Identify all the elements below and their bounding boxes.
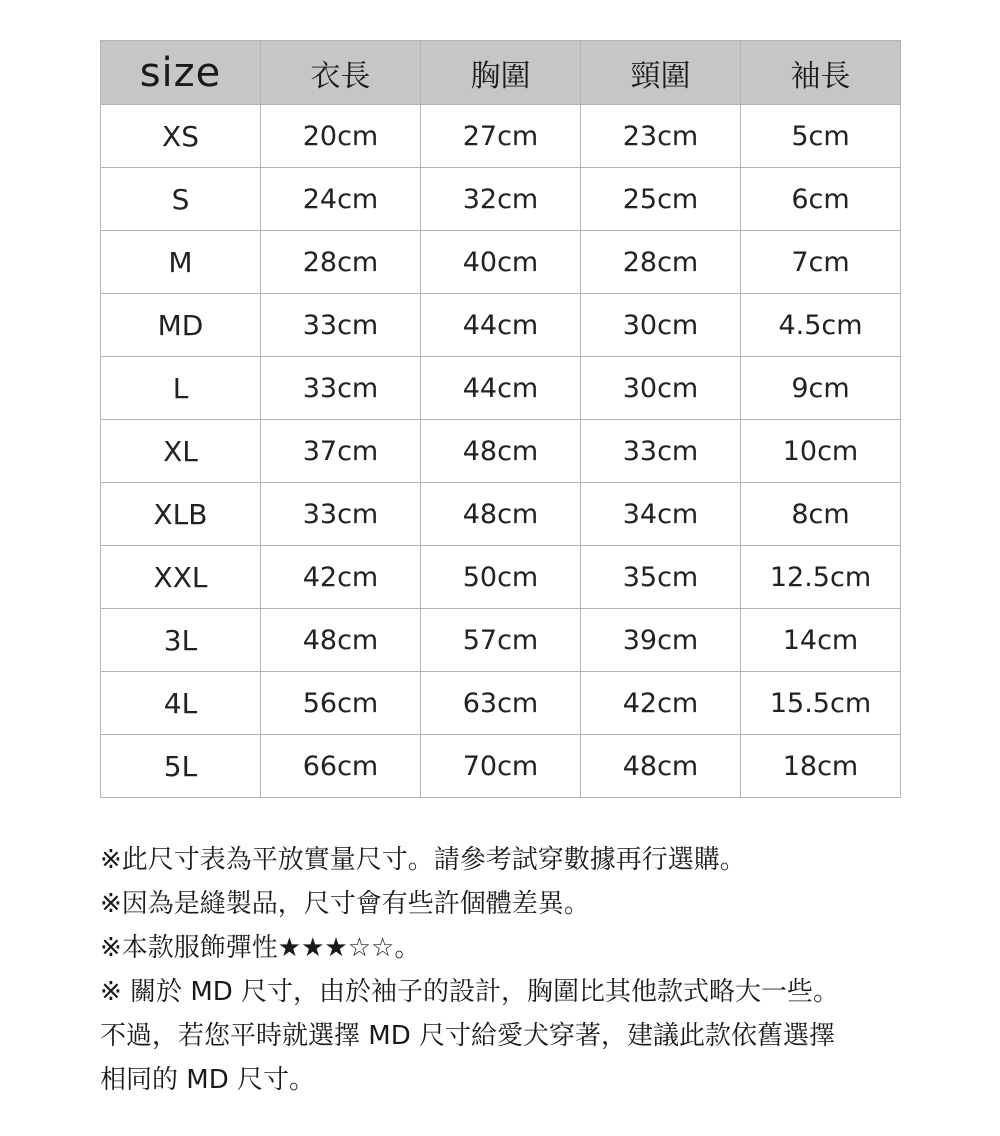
note-line: 不過，若您平時就選擇 MD 尺寸給愛犬穿著，建議此款依舊選擇 (100, 1021, 835, 1051)
chest-cell: 48cm (421, 483, 581, 546)
sleeve-length-cell: 4.5cm (741, 294, 901, 357)
table-row (101, 546, 901, 609)
body-length-cell: 48cm (261, 609, 421, 672)
sleeve-length-cell: 8cm (741, 483, 901, 546)
size-cell: XL (101, 420, 261, 483)
body-length-cell: 24cm (261, 168, 421, 231)
sleeve-length-cell: 14cm (741, 609, 901, 672)
note-line: ※因為是縫製品，尺寸會有些許個體差異。 (100, 889, 590, 919)
table-row (101, 672, 901, 735)
body-length-cell: 33cm (261, 357, 421, 420)
sleeve-length-cell: 15.5cm (741, 672, 901, 735)
chest-cell: 48cm (421, 420, 581, 483)
header-body-length: 衣長 (261, 41, 421, 105)
chest-cell: 57cm (421, 609, 581, 672)
neck-cell: 25cm (581, 168, 741, 231)
chest-cell: 50cm (421, 546, 581, 609)
chest-cell: 40cm (421, 231, 581, 294)
note-line: ※ 關於 MD 尺寸，由於袖子的設計，胸圍比其他款式略大一些。 (100, 977, 840, 1007)
body-length-cell: 56cm (261, 672, 421, 735)
sleeve-length-cell: 12.5cm (741, 546, 901, 609)
sleeve-length-cell: 10cm (741, 420, 901, 483)
header-neck: 頸圍 (581, 41, 741, 105)
table-row (101, 105, 901, 168)
size-cell: 3L (101, 609, 261, 672)
chest-cell: 63cm (421, 672, 581, 735)
note-line: ※此尺寸表為平放實量尺寸。請參考試穿數據再行選購。 (100, 845, 746, 875)
size-cell: S (101, 168, 261, 231)
table-row (101, 420, 901, 483)
size-cell: MD (101, 294, 261, 357)
table-row (101, 483, 901, 546)
size-chart-table (100, 40, 901, 798)
chest-cell: 44cm (421, 294, 581, 357)
note-line: ※本款服飾彈性★★★☆☆。 (100, 933, 421, 963)
body-length-cell: 42cm (261, 546, 421, 609)
chest-cell: 70cm (421, 735, 581, 798)
neck-cell: 33cm (581, 420, 741, 483)
neck-cell: 23cm (581, 105, 741, 168)
size-notes (100, 838, 960, 1102)
body-length-cell: 37cm (261, 420, 421, 483)
sleeve-length-cell: 9cm (741, 357, 901, 420)
chest-cell: 32cm (421, 168, 581, 231)
size-cell: 4L (101, 672, 261, 735)
sleeve-length-cell: 6cm (741, 168, 901, 231)
sleeve-length-cell: 7cm (741, 231, 901, 294)
neck-cell: 30cm (581, 357, 741, 420)
size-cell: 5L (101, 735, 261, 798)
chest-cell: 27cm (421, 105, 581, 168)
neck-cell: 39cm (581, 609, 741, 672)
neck-cell: 35cm (581, 546, 741, 609)
chest-cell: 44cm (421, 357, 581, 420)
body-length-cell: 33cm (261, 294, 421, 357)
table-header-row (101, 41, 901, 105)
size-cell: XS (101, 105, 261, 168)
table-row (101, 168, 901, 231)
note-line: 相同的 MD 尺寸。 (100, 1065, 315, 1095)
size-cell: XXL (101, 546, 261, 609)
neck-cell: 28cm (581, 231, 741, 294)
body-length-cell: 33cm (261, 483, 421, 546)
body-length-cell: 66cm (261, 735, 421, 798)
size-cell: L (101, 357, 261, 420)
table-row (101, 609, 901, 672)
size-cell: M (101, 231, 261, 294)
neck-cell: 34cm (581, 483, 741, 546)
sleeve-length-cell: 5cm (741, 105, 901, 168)
sleeve-length-cell: 18cm (741, 735, 901, 798)
header-chest: 胸圍 (421, 41, 581, 105)
neck-cell: 48cm (581, 735, 741, 798)
neck-cell: 30cm (581, 294, 741, 357)
body-length-cell: 28cm (261, 231, 421, 294)
neck-cell: 42cm (581, 672, 741, 735)
body-length-cell: 20cm (261, 105, 421, 168)
header-sleeve-length: 袖長 (741, 41, 901, 105)
table-row (101, 294, 901, 357)
table-row (101, 357, 901, 420)
table-row (101, 735, 901, 798)
header-size: size (101, 41, 261, 105)
size-cell: XLB (101, 483, 261, 546)
table-row (101, 231, 901, 294)
